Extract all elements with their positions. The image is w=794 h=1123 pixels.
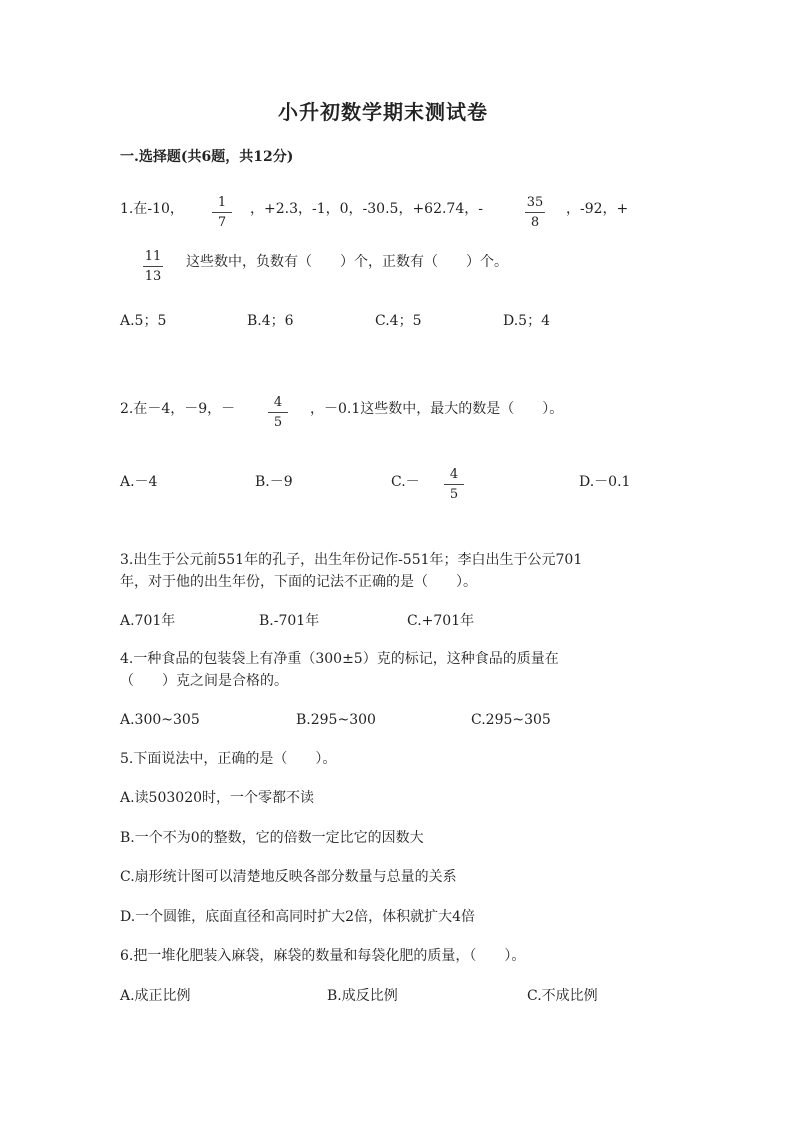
q6-option-b[interactable]: B.成反比例 bbox=[327, 988, 398, 1004]
q6-option-a[interactable]: A.成正比例 bbox=[120, 988, 191, 1004]
q1-fraction-a bbox=[211, 196, 233, 229]
q2-option-b[interactable]: B.－9 bbox=[255, 474, 293, 490]
q1-text-b: ，+2.3，-1，0，-30.5，+62.74，- bbox=[250, 201, 483, 217]
q3-option-c[interactable]: C.+701年 bbox=[407, 613, 475, 629]
fraction-bar bbox=[444, 484, 464, 485]
fraction-denominator: 5 bbox=[273, 415, 283, 430]
q5-option-d[interactable]: D.一个圆锥，底面直径和高同时扩大2倍，体积就扩大4倍 bbox=[120, 909, 475, 925]
q1-text-a: 1.在-10， bbox=[120, 201, 184, 217]
q2-fraction bbox=[267, 396, 289, 429]
fraction-denominator: 7 bbox=[217, 215, 227, 230]
q2-option-c-fraction bbox=[443, 468, 465, 501]
q6-stem: 6.把一堆化肥装入麻袋，麻袋的数量和每袋化肥的质量，（ ）。 bbox=[120, 948, 526, 964]
q5-option-a[interactable]: A.读503020时，一个零都不读 bbox=[120, 790, 315, 806]
q5-option-c[interactable]: C.扇形统计图可以清楚地反映各部分数量与总量的关系 bbox=[120, 869, 457, 885]
fraction-bar bbox=[268, 412, 288, 413]
fraction-numerator: 4 bbox=[449, 467, 459, 482]
fraction-denominator: 8 bbox=[530, 215, 540, 230]
q1-fraction-b bbox=[524, 196, 546, 229]
q4-option-a[interactable]: A.300~305 bbox=[120, 712, 200, 728]
section-heading: 一.选择题(共6题，共12分) bbox=[120, 149, 294, 165]
q3-option-a[interactable]: A.701年 bbox=[120, 613, 176, 629]
fraction-numerator: 35 bbox=[526, 195, 544, 210]
q3-option-b[interactable]: B.-701年 bbox=[259, 613, 320, 629]
q1-text-d: 这些数中，负数有（ ）个，正数有（ ）个。 bbox=[186, 254, 508, 270]
fraction-numerator: 4 bbox=[273, 395, 283, 410]
q1-option-b[interactable]: B.4；6 bbox=[247, 313, 294, 329]
page-title: 小升初数学期末测试卷 bbox=[278, 100, 488, 124]
fraction-bar bbox=[143, 266, 163, 267]
q5-stem: 5.下面说法中，正确的是（ ）。 bbox=[120, 751, 337, 767]
fraction-bar bbox=[212, 212, 232, 213]
q2-text-a: 2.在－4，－9，－ bbox=[120, 401, 236, 417]
fraction-numerator: 11 bbox=[144, 249, 162, 264]
q1-option-d[interactable]: D.5；4 bbox=[503, 313, 550, 329]
fraction-bar bbox=[525, 212, 545, 213]
q3-line-1: 3.出生于公元前551年的孔子，出生年份记作-551年；李白出生于公元701 bbox=[120, 552, 583, 568]
q2-option-c[interactable]: C.－ bbox=[391, 474, 420, 490]
q5-option-b[interactable]: B.一个不为0的整数，它的倍数一定比它的因数大 bbox=[120, 830, 424, 846]
q2-text-b: ，－0.1这些数中，最大的数是（ ）。 bbox=[310, 401, 564, 417]
q2-option-d[interactable]: D.－0.1 bbox=[579, 474, 631, 490]
q2-option-a[interactable]: A.－4 bbox=[120, 474, 158, 490]
q4-option-c[interactable]: C.295~305 bbox=[471, 712, 551, 728]
fraction-denominator: 13 bbox=[144, 269, 162, 284]
q1-option-a[interactable]: A.5；5 bbox=[120, 313, 167, 329]
q1-fraction-c bbox=[142, 250, 164, 283]
q4-line-1: 4.一种食品的包装袋上有净重（300±5）克的标记，这种食品的质量在 bbox=[120, 651, 559, 667]
q4-option-b[interactable]: B.295~300 bbox=[296, 712, 376, 728]
q6-option-c[interactable]: C.不成比例 bbox=[527, 988, 598, 1004]
fraction-denominator: 5 bbox=[449, 487, 459, 502]
q1-text-c: ，-92，+ bbox=[566, 201, 629, 217]
q3-line-2: 年，对于他的出生年份，下面的记法不正确的是（ ）。 bbox=[120, 574, 477, 590]
fraction-numerator: 1 bbox=[217, 195, 227, 210]
q1-option-c[interactable]: C.4；5 bbox=[375, 313, 422, 329]
q4-line-2: （ ）克之间是合格的。 bbox=[120, 673, 288, 689]
